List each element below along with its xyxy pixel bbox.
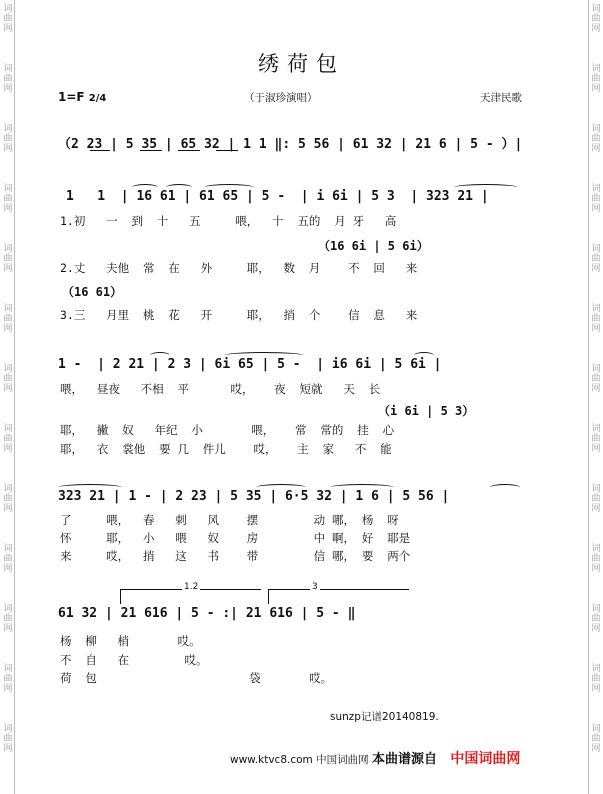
lyric-verse-2-b: 耶， 撇 奴 年纪 小 喂， 常 常的 挂 心 (60, 423, 395, 437)
footer-site-link[interactable]: www.ktvc8.com 中国词曲网 (230, 754, 369, 766)
lyric-verse-1-c: 了 喂， 春 刺 风 摆 动 哪， 杨 呀 (60, 513, 399, 527)
watermark-text: 词 曲 网 (591, 184, 601, 214)
time-signature: 2/4 (88, 93, 107, 104)
watermark-text: 词 曲 网 (3, 424, 13, 454)
performer-credit: （于淑珍演唱） (244, 92, 318, 104)
genre-label: 天津民歌 (480, 92, 522, 104)
watermark-text: 词 曲 网 (591, 664, 601, 694)
key-signature: 1=F 2/4 (58, 90, 107, 104)
slur-mark (58, 484, 122, 491)
lyric-verse-3-c: 来 哎， 捎 这 书 带 信 哪， 要 两个 (60, 549, 411, 563)
slur-mark (414, 352, 434, 359)
slur-mark (224, 352, 304, 359)
slur-mark (490, 484, 520, 491)
watermark-text: 词 曲 网 (591, 724, 601, 754)
watermark-text: 词 曲 网 (591, 124, 601, 154)
score-alt-line-c: （i 6i | 5 3） (378, 404, 475, 418)
slur-mark (204, 184, 254, 191)
beam-line (178, 150, 200, 151)
slur-mark (256, 484, 306, 491)
footer-brand-logo[interactable]: 中国词曲网 (450, 751, 521, 767)
transcriber-credit: sunzp记谱20140819. (330, 711, 439, 723)
beam-line (216, 150, 238, 151)
volta-label-1: 1.2 (184, 582, 199, 592)
watermark-text: 词 曲 网 (591, 604, 601, 634)
watermark-text: 词 曲 网 (591, 64, 601, 94)
watermark-text: 词 曲 网 (591, 484, 601, 514)
slur-mark (454, 184, 518, 191)
score-alt-line-a: （16 6i | 5 6i） (318, 239, 429, 253)
slur-mark (132, 184, 158, 191)
beam-line (140, 150, 162, 151)
watermark-text: 词 曲 网 (3, 4, 13, 34)
lyric-verse-3-b: 耶， 衣 裳他 要 几 件儿 哎， 主 家 不 能 (60, 442, 392, 456)
watermark-text: 词 曲 网 (3, 184, 13, 214)
lyric-verse-1-a: 1.初 一 到 十 五 喂， 十 五的 月 牙 高 (60, 214, 397, 228)
watermark-text: 词 曲 网 (3, 544, 13, 574)
slur-mark (330, 484, 394, 491)
watermark-text: 词 曲 网 (3, 64, 13, 94)
footer-source-label: 本曲谱源自 (371, 752, 437, 767)
lyric-verse-3-d: 荷 包 袋 哎。 (60, 671, 333, 685)
score-line-intro: （2 23 | 5 35 | 65 32 | 1 1 ‖: 5 56 | 61 32 | 21 6 | 5 - ）| (58, 137, 523, 152)
watermark-text: 词 曲 网 (591, 304, 601, 334)
watermark-text: 词 曲 网 (591, 544, 601, 574)
watermark-text: 词 曲 网 (591, 424, 601, 454)
lyric-verse-1-b: 喂， 昼夜 不相 平 哎， 夜 短就 天 长 (60, 382, 381, 396)
watermark-text: 词 曲 网 (3, 364, 13, 394)
watermark-text: 词 曲 网 (3, 724, 13, 754)
volta-label-2: 3 (312, 582, 318, 592)
watermark-text: 词 曲 网 (591, 244, 601, 274)
lyric-verse-1-d: 杨 柳 梢 哎。 (60, 634, 201, 648)
volta-bracket-2 (268, 589, 409, 604)
lyric-verse-2-a: 2.丈 夫他 常 在 外 耶， 数 月 不 回 来 (60, 261, 418, 275)
score-line-3: 1 - | 2 21 | 2 3 | 6i 65 | 5 - | i6 6i | 5 6i | (58, 357, 442, 372)
score-line-2: 1 1 | 16 61 | 61 65 | 5 - | i 6i | 5 3 | 323 21 | (66, 189, 489, 204)
score-line-4: 323 21 | 1 - | 2 23 | 5 35 | 6·5 32 | 1 6 | 5 56 | (58, 489, 450, 504)
watermark-text: 词 曲 网 (3, 304, 13, 334)
slur-mark (150, 352, 170, 359)
lyric-verse-3-a: 3.三 月里 桃 花 开 耶， 捎 个 信 息 来 (60, 308, 418, 322)
song-title: 绣荷包 (258, 52, 345, 76)
beam-line (90, 150, 110, 151)
score-alt-line-b: （16 61） (62, 285, 123, 299)
watermark-text: 词 曲 网 (3, 124, 13, 154)
watermark-text: 词 曲 网 (3, 664, 13, 694)
watermark-text: 词 曲 网 (3, 604, 13, 634)
score-line-5: 61 32 | 21 616 | 5 - :| 21 616 | 5 - ‖ (58, 606, 356, 621)
footer (230, 748, 520, 768)
watermark-text: 词 曲 网 (591, 364, 601, 394)
watermark-text: 词 曲 网 (3, 484, 13, 514)
lyric-verse-2-c: 怀 耶， 小 喂 奴 房 中 啊， 好 耶是 (60, 531, 411, 545)
watermark-text: 词 曲 网 (591, 4, 601, 34)
watermark-text: 词 曲 网 (3, 244, 13, 274)
lyric-verse-2-d: 不 自 在 哎。 (60, 653, 208, 667)
slur-mark (166, 184, 192, 191)
